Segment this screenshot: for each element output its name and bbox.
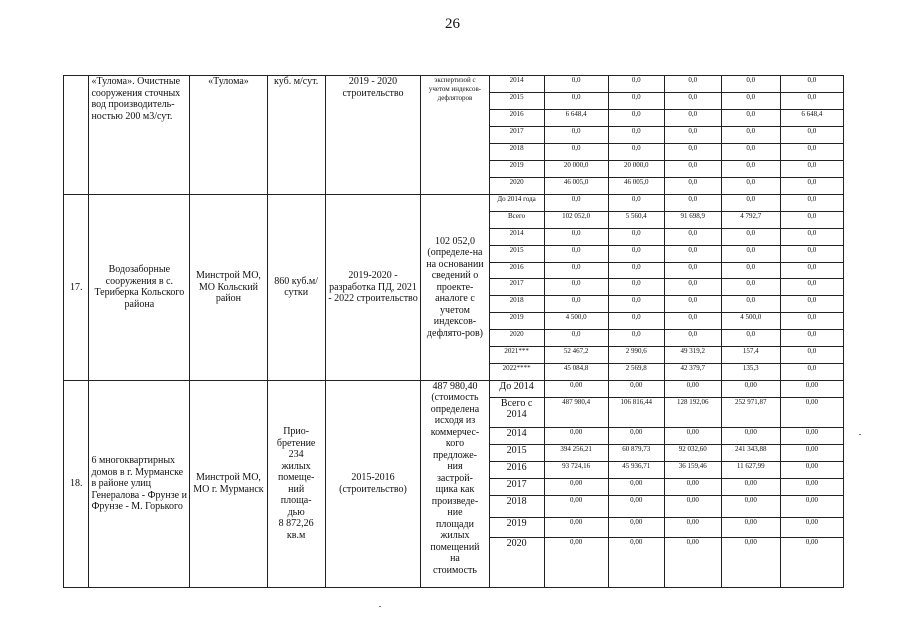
value-cell: 0,0 — [608, 76, 664, 93]
cost-line: помещений — [430, 541, 480, 553]
cost-line: произведе- — [431, 495, 479, 507]
value-cell: 0,00 — [608, 380, 664, 397]
value-cell: 0,0 — [721, 279, 780, 296]
cost-line: предложе- — [432, 449, 477, 461]
value-cell: 157,4 — [721, 347, 780, 364]
year-cell: 2020 — [489, 330, 544, 347]
value-cell: 0,0 — [664, 195, 721, 212]
value-cell: 0,0 — [544, 127, 608, 144]
year-cell: Всего с 2014 — [489, 397, 544, 427]
year-cell: 2014 — [489, 228, 544, 245]
estimated-cost: 102 052,0 (определе-на на основании сведений о проекте-аналоге с учетом индексов-дефлято-ров) — [421, 195, 489, 381]
value-cell: 0,0 — [608, 127, 664, 144]
year-cell: 2019 — [489, 313, 544, 330]
row-number — [64, 76, 89, 195]
customer: Минстрой МО, МО Кольский район — [190, 195, 267, 381]
cost-line: ние — [447, 507, 463, 519]
cost-line: кого — [445, 438, 465, 450]
value-cell: 0,0 — [780, 195, 843, 212]
value-cell: 0,00 — [608, 478, 664, 495]
cost-line: определена — [430, 403, 480, 415]
value-cell: 0,0 — [544, 76, 608, 93]
value-cell: 0,0 — [664, 76, 721, 93]
value-cell: 93 724,16 — [544, 461, 608, 478]
capacity-line: 234 — [288, 449, 304, 461]
value-cell: 241 343,88 — [721, 444, 780, 461]
value-cell: 0,0 — [544, 195, 608, 212]
cost-line: жилых — [440, 530, 470, 542]
value-cell: 45 936,71 — [608, 461, 664, 478]
value-cell: 0,0 — [780, 228, 843, 245]
value-cell: 0,00 — [721, 380, 780, 397]
value-cell: 0,0 — [780, 363, 843, 380]
object-name: «Тулома». Очистные сооружения сточных вод производитель-ностью 200 м3/сут. — [89, 76, 190, 195]
value-cell: 0,00 — [544, 537, 608, 587]
value-cell: 0,0 — [780, 127, 843, 144]
value-cell: 52 467,2 — [544, 347, 608, 364]
value-cell: 0,0 — [664, 228, 721, 245]
capacity-line: кв.м — [286, 529, 306, 541]
value-cell: 20 000,0 — [608, 161, 664, 178]
value-cell: 0,0 — [544, 245, 608, 262]
cost-line: (стоимость — [431, 392, 479, 404]
year-cell: 2019 — [489, 517, 544, 537]
value-cell: 0,0 — [664, 127, 721, 144]
value-cell: 0,00 — [544, 517, 608, 537]
value-cell: 0,0 — [721, 127, 780, 144]
customer: Минстрой МО, МО г. Мурманск — [190, 380, 267, 587]
value-cell: 5 560,4 — [608, 211, 664, 228]
value-cell: 0,0 — [780, 347, 843, 364]
cost-line: на — [450, 553, 460, 565]
value-cell: 0,0 — [721, 195, 780, 212]
value-cell: 0,00 — [780, 461, 843, 478]
year-cell: 2017 — [489, 279, 544, 296]
value-cell: 106 816,44 — [608, 397, 664, 427]
value-cell: 0,00 — [780, 427, 843, 444]
value-cell: 0,0 — [780, 313, 843, 330]
value-cell: 0,0 — [608, 93, 664, 110]
capacity-line: бретение — [276, 437, 316, 449]
value-cell: 487 980,4 — [544, 397, 608, 427]
year-cell: 2014 — [489, 427, 544, 444]
value-cell: 0,0 — [721, 93, 780, 110]
value-cell: 128 192,06 — [664, 397, 721, 427]
capacity: куб. м/сут. — [267, 76, 325, 195]
value-cell: 0,00 — [544, 380, 608, 397]
value-cell: 0,0 — [608, 144, 664, 161]
value-cell: 0,00 — [780, 444, 843, 461]
value-cell: 0,00 — [608, 517, 664, 537]
value-cell: 4 792,7 — [721, 211, 780, 228]
estimated-cost — [421, 380, 489, 587]
value-cell: 0,00 — [664, 478, 721, 495]
year-cell: 2018 — [489, 144, 544, 161]
year-cell: 2015 — [489, 93, 544, 110]
value-cell: 0,0 — [664, 245, 721, 262]
value-cell: 0,0 — [780, 330, 843, 347]
value-cell: 49 319,2 — [664, 347, 721, 364]
value-cell: 0,00 — [608, 427, 664, 444]
value-cell: 42 379,7 — [664, 363, 721, 380]
value-cell: 6 648,4 — [780, 110, 843, 127]
value-cell: 0,00 — [780, 478, 843, 495]
year-cell: 2016 — [489, 110, 544, 127]
value-cell: 60 879,73 — [608, 444, 664, 461]
value-cell: 45 084,8 — [544, 363, 608, 380]
value-cell: 0,00 — [544, 478, 608, 495]
value-cell: 0,0 — [664, 93, 721, 110]
capacity-line: помеще- — [277, 472, 315, 484]
value-cell: 0,00 — [664, 537, 721, 587]
value-cell: 0,0 — [608, 262, 664, 279]
period: 2019-2020 - разработка ПД, 2021 - 2022 строительство — [325, 195, 421, 381]
value-cell: 0,0 — [608, 313, 664, 330]
value-cell: 0,0 — [664, 296, 721, 313]
scan-mark — [379, 606, 381, 607]
value-cell: 0,0 — [664, 144, 721, 161]
year-cell: 2015 — [489, 245, 544, 262]
value-cell: 0,0 — [664, 161, 721, 178]
table-row — [64, 380, 844, 397]
table-row — [64, 195, 844, 212]
value-cell: 0,0 — [780, 262, 843, 279]
value-cell: 0,0 — [544, 296, 608, 313]
value-cell: 0,0 — [544, 228, 608, 245]
year-cell: 2018 — [489, 495, 544, 517]
value-cell: 0,0 — [608, 195, 664, 212]
value-cell: 0,0 — [721, 262, 780, 279]
row-number: 17. — [64, 195, 89, 381]
investment-table — [63, 75, 844, 588]
value-cell: 0,0 — [664, 313, 721, 330]
capacity: 860 куб.м/ сутки — [267, 195, 325, 381]
value-cell: 0,0 — [721, 144, 780, 161]
value-cell: 0,0 — [780, 178, 843, 195]
value-cell: 91 698,9 — [664, 211, 721, 228]
period: 2015-2016 (строительство) — [325, 380, 421, 587]
year-cell: 2021*** — [489, 347, 544, 364]
value-cell: 6 648,4 — [544, 110, 608, 127]
value-cell: 0,0 — [780, 245, 843, 262]
cost-line: ния — [447, 461, 463, 473]
value-cell: 0,0 — [608, 228, 664, 245]
value-cell: 0,0 — [721, 245, 780, 262]
value-cell: 0,00 — [780, 537, 843, 587]
capacity-line: ний — [288, 483, 305, 495]
capacity — [267, 380, 325, 587]
table-row — [64, 76, 844, 93]
value-cell: 0,0 — [721, 178, 780, 195]
estimated-cost: экспертизой с учетом индексов-дефляторов — [421, 76, 489, 195]
value-cell: 0,00 — [721, 517, 780, 537]
capacity-line: площа- — [280, 495, 312, 507]
capacity-line: 8 872,26 — [278, 518, 314, 530]
value-cell: 92 032,60 — [664, 444, 721, 461]
year-cell: До 2014 — [489, 380, 544, 397]
value-cell: 0,00 — [544, 427, 608, 444]
value-cell: 0,0 — [664, 330, 721, 347]
year-cell: Всего — [489, 211, 544, 228]
customer: «Тулома» — [190, 76, 267, 195]
year-cell: 2016 — [489, 461, 544, 478]
value-cell: 0,0 — [544, 330, 608, 347]
value-cell: 0,0 — [608, 296, 664, 313]
value-cell: 0,0 — [780, 279, 843, 296]
row-number: 18. — [64, 380, 89, 587]
value-cell: 46 005,0 — [608, 178, 664, 195]
value-cell: 0,0 — [721, 228, 780, 245]
value-cell: 4 500,0 — [721, 313, 780, 330]
capacity-line: Прио- — [283, 426, 310, 438]
value-cell: 0,0 — [608, 330, 664, 347]
capacity-line: жилых — [281, 460, 311, 472]
value-cell: 0,00 — [664, 495, 721, 517]
year-cell: 2016 — [489, 262, 544, 279]
year-cell: 2022**** — [489, 363, 544, 380]
value-cell: 135,3 — [721, 363, 780, 380]
year-cell: 2020 — [489, 537, 544, 587]
value-cell: 0,0 — [780, 93, 843, 110]
value-cell: 0,0 — [721, 161, 780, 178]
year-cell: 2020 — [489, 178, 544, 195]
value-cell: 0,0 — [664, 178, 721, 195]
value-cell: 0,00 — [721, 537, 780, 587]
period: 2019 - 2020 строительство — [325, 76, 421, 195]
year-cell: 2019 — [489, 161, 544, 178]
cost-line: площади — [436, 518, 474, 530]
year-cell: 2017 — [489, 478, 544, 495]
value-cell: 0,0 — [664, 279, 721, 296]
value-cell: 0,0 — [544, 93, 608, 110]
value-cell: 4 500,0 — [544, 313, 608, 330]
value-cell: 0,0 — [780, 144, 843, 161]
value-cell: 0,00 — [780, 495, 843, 517]
value-cell: 36 159,46 — [664, 461, 721, 478]
capacity-line: дью — [287, 506, 305, 518]
value-cell: 0,00 — [780, 517, 843, 537]
value-cell: 11 627,99 — [721, 461, 780, 478]
year-cell: 2014 — [489, 76, 544, 93]
value-cell: 0,00 — [780, 380, 843, 397]
value-cell: 0,0 — [721, 110, 780, 127]
page-number: 26 — [445, 16, 460, 32]
value-cell: 0,00 — [721, 427, 780, 444]
value-cell: 0,00 — [780, 397, 843, 427]
value-cell: 0,0 — [780, 296, 843, 313]
cost-line: 487 980,40 — [432, 380, 478, 392]
object-name: 6 многоквартирных домов в г. Мурманске в районе улиц Генералова - Фрунзе и Фрунзе - М. Горького — [89, 380, 190, 587]
value-cell: 0,0 — [608, 110, 664, 127]
cost-line: исходя из — [434, 415, 476, 427]
value-cell: 0,0 — [721, 330, 780, 347]
value-cell: 0,0 — [608, 245, 664, 262]
value-cell: 0,0 — [721, 76, 780, 93]
cost-line: стоимость — [432, 564, 477, 576]
value-cell: 0,0 — [780, 161, 843, 178]
value-cell: 0,0 — [664, 262, 721, 279]
value-cell: 0,00 — [664, 517, 721, 537]
value-cell: 0,00 — [721, 495, 780, 517]
object-name: Водозаборные сооружения в с. Териберка Кольского района — [89, 195, 190, 381]
value-cell: 0,0 — [608, 279, 664, 296]
value-cell: 20 000,0 — [544, 161, 608, 178]
value-cell: 0,0 — [544, 279, 608, 296]
value-cell: 0,0 — [544, 262, 608, 279]
cost-line: коммерчес- — [430, 426, 480, 438]
value-cell: 2 569,8 — [608, 363, 664, 380]
year-cell: 2015 — [489, 444, 544, 461]
value-cell: 0,0 — [664, 110, 721, 127]
value-cell: 0,00 — [608, 495, 664, 517]
cost-line: щика как — [435, 484, 475, 496]
value-cell: 0,00 — [664, 380, 721, 397]
cost-line: застрой- — [436, 472, 473, 484]
scan-mark — [859, 434, 861, 435]
value-cell: 0,0 — [780, 76, 843, 93]
value-cell: 0,00 — [544, 495, 608, 517]
value-cell: 0,0 — [721, 296, 780, 313]
value-cell: 0,00 — [664, 427, 721, 444]
year-cell: 2018 — [489, 296, 544, 313]
value-cell: 0,0 — [544, 144, 608, 161]
value-cell: 0,00 — [608, 537, 664, 587]
value-cell: 394 256,21 — [544, 444, 608, 461]
value-cell: 0,0 — [780, 211, 843, 228]
value-cell: 102 052,0 — [544, 211, 608, 228]
year-cell: 2017 — [489, 127, 544, 144]
value-cell: 2 990,6 — [608, 347, 664, 364]
value-cell: 46 005,0 — [544, 178, 608, 195]
year-cell: До 2014 года — [489, 195, 544, 212]
value-cell: 252 971,87 — [721, 397, 780, 427]
value-cell: 0,00 — [721, 478, 780, 495]
